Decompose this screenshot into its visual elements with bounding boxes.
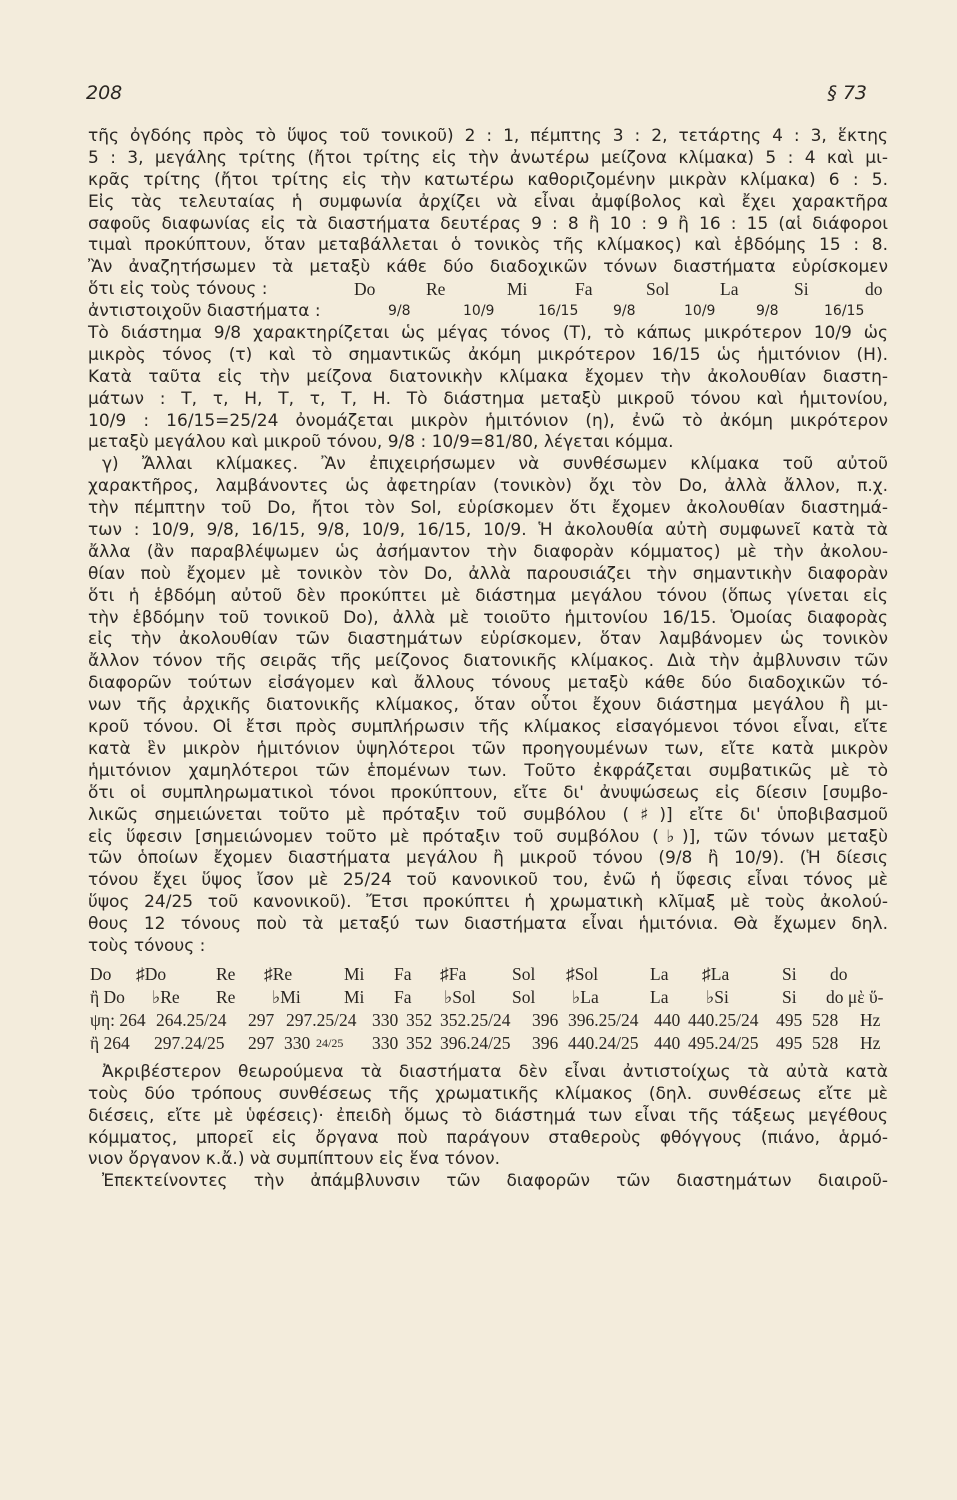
- table-cell: 495: [776, 1009, 803, 1030]
- paragraph-other-scales: [88, 454, 888, 957]
- text-line: ἄλλον τόνον τῆς σειρᾶς τῆς μείζονος διατονικῆς κλίμακος. Διὰ τὴν ἀμβλυνσιν τῶν: [88, 651, 888, 672]
- table-cell: do μὲ ὕ-: [826, 986, 884, 1007]
- table-cell: ἢ Do: [90, 986, 125, 1007]
- notes-intro: ὅτι εἰς τοὺς τόνους :: [88, 279, 268, 300]
- text-line: ἄλλα (ἂν παραβλέψωμεν ὡς ἀσήμαντον τὴν διαφορὰν κόμματος) μὲ τὴν ἀκολου-: [88, 541, 888, 562]
- interval: 9/8: [613, 303, 636, 320]
- table-cell: 440.24/25: [568, 1032, 639, 1053]
- paragraph-precision: [88, 1062, 888, 1193]
- table-cell: 297: [248, 1009, 275, 1030]
- table-row-freq-flats: [88, 1033, 888, 1056]
- table-cell: Fa: [394, 963, 412, 984]
- text-line: 5 : 3, μεγάλης τρίτης (ἤτοι τρίτης εἰς τὴν ἀνωτέρω μείζονα κλίμακα) 5 : 4 καὶ μι-: [88, 147, 888, 168]
- table-cell: Mi: [344, 986, 365, 1007]
- interval: 9/8: [756, 303, 779, 320]
- table-cell: Si: [782, 963, 797, 984]
- text-line: 10/9 : 16/15=25/24 ὀνομάζεται μικρὸν ἡμιτόνιον (η), ἐνῶ τὸ ἀκόμη μικρότερον: [88, 410, 888, 431]
- text-line: Ἂν ἀναζητήσωμεν τὰ μεταξὺ κάθε δύο διαδοχικῶν τόνων διαστήματα εὑρίσκομεν: [88, 257, 888, 278]
- text-line: τοὺς τόνους :: [88, 935, 206, 956]
- table-row-flats: [88, 987, 888, 1010]
- intervals-row: [88, 301, 888, 323]
- table-cell: 264.25/24: [156, 1009, 227, 1030]
- table-cell: 330: [372, 1032, 399, 1053]
- text-line: ἡμιτόνιον χαμηλότεροι τῶν ἑπομένων των. Τοῦτο ἐκφράζεται συμβατικῶς μὲ τὸ: [88, 760, 888, 781]
- table-cell: Mi: [344, 963, 365, 984]
- intervals-intro: ἀντιστοιχοῦν διαστήματα :: [88, 301, 321, 322]
- interval: 9/8: [388, 303, 411, 320]
- table-cell: ♯Re: [264, 963, 293, 984]
- table-cell: Fa: [394, 986, 412, 1007]
- chromatic-scale-table: [88, 964, 888, 1056]
- table-cell: ♯La: [702, 963, 730, 984]
- table-cell: Hz: [860, 1009, 881, 1030]
- text-line: μικρὸς τόνος (τ) καὶ τὸ σημαντικῶς ἀκόμη μικρότερον 16/15 ὡς ἡμιτόνιον (Η).: [88, 344, 888, 365]
- table-cell: 396.24/25: [440, 1032, 511, 1053]
- text-line: Εἰς τὰς τελευταίας ἡ συμφωνία ἀρχίζει νὰ εἶναι ἀμφίβολος καὶ ἔχει χαρακτῆρα: [88, 191, 888, 212]
- table-cell: 440.25/24: [688, 1009, 759, 1030]
- table-cell: La: [650, 986, 669, 1007]
- table-cell: ἢ 264: [90, 1032, 130, 1053]
- table-cell: 352.25/24: [440, 1009, 511, 1030]
- text-line: τοὺς δύο τρόπους συνθέσεως τῆς χρωματικῆς κλίμακος (δηλ. συνθέσεως εἴτε μὲ: [88, 1083, 888, 1104]
- text-line: λικῶς σημειώνεται τοῦτο μὲ πρόταξιν τοῦ συμβόλου (♯)] εἴτε δι' ὑποβιβασμοῦ: [88, 804, 888, 825]
- table-cell: 396: [532, 1009, 559, 1030]
- interval: 16/15: [824, 303, 865, 320]
- notes-row: [88, 279, 888, 301]
- interval: 16/15: [538, 303, 579, 320]
- section-number: § 73: [827, 82, 867, 104]
- text-line: ὕψος 24/25 τοῦ κανονικοῦ). Ἔτσι προκύπτει ἡ χρωματικὴ κλῖμαξ μὲ τοὺς ἀκολού-: [88, 892, 888, 913]
- table-cell: 297.25/24: [286, 1009, 357, 1030]
- text-line: ὅτι ἡ ἑβδόμη αὐτοῦ δὲν προκύπτει μὲ διάστημα μεγάλου τόνου (ὅπως γίνεται εἰς: [88, 585, 888, 606]
- text-line: τόνου ἔχει ὕψος ἴσον μὲ 25/24 τοῦ κανονικοῦ του, ἐνῶ ἡ ὕφεσις εἶναι τόνος μὲ: [88, 870, 888, 891]
- table-cell: ♭Mi: [272, 986, 301, 1007]
- table-cell: Do: [90, 963, 112, 984]
- note: Sol: [646, 279, 670, 300]
- text-line: κροῦ τόνου. Οἱ ἔτσι πρὸς συμπλήρωσιν τῆς κλίμακος εἰσαγόμενοι τόνοι εἶναι, εἴτε: [88, 717, 888, 738]
- table-cell: ♭Sol: [444, 986, 476, 1007]
- text-line: Ἀκριβέστερον θεωρούμενα τὰ διαστήματα δὲν εἶναι ἀντιστοίχως τὰ αὐτὰ κατὰ: [102, 1061, 888, 1082]
- table-cell: 495: [776, 1032, 803, 1053]
- table-row-sharps: [88, 964, 888, 987]
- table-cell: 440: [654, 1032, 681, 1053]
- table-cell: 440: [654, 1009, 681, 1030]
- note: Mi: [507, 279, 528, 300]
- text-line: τιμαὶ προκύπτουν, ὅταν μεταβάλλεται ὁ τονικὸς τῆς κλίμακος) καὶ ἑβδόμης 15 : 8.: [88, 235, 888, 256]
- table-cell: ♭La: [572, 986, 599, 1007]
- table-cell: do: [830, 963, 848, 984]
- table-row-freq-sharps: [88, 1010, 888, 1033]
- text-line: κρᾶς τρίτης (ἤτοι τρίτης εἰς τὴν κατωτέρω καθοριζομένην μικρὰν κλίμακα) 6 : 5.: [88, 169, 888, 190]
- page-body: [88, 126, 888, 1193]
- text-line: τὴν ἑβδόμην τοῦ τονικοῦ Do), ἀλλὰ μὲ τοιοῦτο ἡμιτονίου 16/15. Ὁμοίας διαφορὰς: [88, 607, 888, 628]
- text-line: τῆς ὀγδόης πρὸς τὸ ὕψος τοῦ τονικοῦ) 2 : 1, πέμπτης 3 : 2, τετάρτης 4 : 3, ἕκτης: [88, 126, 888, 146]
- table-cell: Re: [216, 963, 236, 984]
- table-cell: 297.24/25: [154, 1032, 225, 1053]
- table-cell: ♭Re: [152, 986, 180, 1007]
- text-line: διαφορῶν τούτων εἰσάγομεν καὶ ἄλλους τόνους μεταξὺ κάθε δύο διαδοχικῶν τό-: [88, 673, 888, 694]
- table-cell: 396.25/24: [568, 1009, 639, 1030]
- text-line: τὴν πέμπτην τοῦ Do, ἤτοι τὸν Sol, εὑρίσκομεν ὅτι ἔχομεν ἀκολουθίαν διαστημά-: [88, 498, 888, 519]
- table-cell: Sol: [512, 963, 536, 984]
- text-line: Τὸ διάστημα 9/8 χαρακτηρίζεται ὡς μέγας τόνος (Τ), τὸ κάπως μικρότερον 10/9 ὡς: [88, 323, 888, 344]
- note: Re: [426, 279, 446, 300]
- table-cell: 396: [532, 1032, 559, 1053]
- paragraph-tones: [88, 323, 888, 454]
- interval: 10/9: [463, 303, 495, 320]
- table-cell: 528: [812, 1009, 839, 1030]
- table-cell: 330: [284, 1032, 311, 1053]
- table-cell: ψη: 264: [90, 1009, 146, 1030]
- table-cell: Sol: [512, 986, 536, 1007]
- table-cell: 297: [248, 1032, 275, 1053]
- text-line: σαφοῦς διαφωνίας εἰς τὰ διαστήματα δευτέρας 9 : 8 ἢ 10 : 9 ἢ 16 : 15 (αἱ διάφοροι: [88, 213, 888, 234]
- table-cell: ♯Sol: [566, 963, 599, 984]
- table-cell: 495.24/25: [688, 1032, 759, 1053]
- table-cell: ♯Fa: [440, 963, 467, 984]
- text-line: εἰς τὴν ἀκολουθίαν τῶν διαστημάτων εὑρίσκομεν, ὅταν λαμβάνομεν ὡς τονικὸν: [88, 629, 888, 650]
- text-line: κατὰ ἓν μικρὸν ἡμιτόνιον ὑψηλότεροι τῶν προηγουμένων των, εἴτε κατὰ μικρὸν: [88, 738, 888, 759]
- text-line: τῶν ὁποίων ἔχομεν διαστήματα μεγάλου ἢ μικροῦ τόνου (9/8 ἢ 10/9). (Ἡ δίεσις: [88, 848, 888, 869]
- table-cell: La: [650, 963, 669, 984]
- text-line: νων τῆς ἀρχικῆς διατονικῆς κλίμακος, ὅταν οὗτοι ἔχουν διάστημα μεγάλου ἢ μι-: [88, 695, 888, 716]
- table-cell: 352: [406, 1032, 433, 1053]
- page-number: 208: [86, 82, 123, 104]
- text-line: θους 12 τόνους ποὺ τὰ μεταξύ των διαστήματα εἶναι ἡμιτόνια. Θὰ ἔχωμεν δηλ.: [88, 914, 888, 935]
- text-line: Ἐπεκτείνοντες τὴν ἀπάμβλυνσιν τῶν διαφορῶν τῶν διαστημάτων διαιροῦ-: [102, 1171, 888, 1192]
- note: Si: [794, 279, 809, 300]
- page-header: [86, 82, 867, 112]
- table-cell: 352: [406, 1009, 433, 1030]
- text-line: χαρακτῆρος, λαμβάνοντες ὡς ἀφετηρίαν (τονικὸν) ὄχι τὸν Do, ἀλλὰ ἄλλον, π.χ.: [88, 476, 888, 497]
- note: do: [865, 279, 883, 300]
- text-line: των : 10/9, 9/8, 16/15, 9/8, 10/9, 16/15, 10/9. Ἡ ἀκολουθία αὐτὴ συμφωνεῖ κατὰ τὰ: [88, 520, 888, 541]
- paragraph-consonances: [88, 126, 888, 279]
- text-line: Κατὰ ταῦτα εἰς τὴν μείζονα διατονικὴν κλίμακα ἔχομεν τὴν ἀκολουθίαν διαστη-: [88, 366, 888, 387]
- table-cell: Si: [782, 986, 797, 1007]
- note: Do: [354, 279, 376, 300]
- interval: 10/9: [684, 303, 716, 320]
- text-line: κόμματος, μπορεῖ εἰς ὄργανα ποὺ παράγουν σταθεροὺς φθόγγους (πιάνο, ἁρμό-: [88, 1127, 888, 1148]
- table-cell: 528: [812, 1032, 839, 1053]
- text-line: διέσεις, εἴτε μὲ ὑφέσεις)· ἐπειδὴ ὅμως τὸ διάστημά των εἶναι τῆς τάξεως μεγέθους: [88, 1105, 888, 1126]
- table-cell: 24/25: [316, 1035, 344, 1050]
- table-cell: 330: [372, 1009, 399, 1030]
- text-line: ὅτι οἱ συμπληρωματικοὶ τόνοι προκύπτουν, εἴτε δι' ἀνυψώσεως εἰς δίεσιν [συμβο-: [88, 782, 888, 803]
- note: Fa: [575, 279, 593, 300]
- text-line: μάτων : Τ, τ, Η, Τ, τ, Τ, Η. Τὸ διάστημα μεταξὺ μικροῦ τόνου καὶ ἡμιτονίου,: [88, 388, 888, 409]
- text-line: μεταξὺ μεγάλου καὶ μικροῦ τόνου, 9/8 : 10/9=81/80, λέγεται κόμμα.: [88, 432, 674, 453]
- text-line: εἰς ὕφεσιν [σημειώνομεν τοῦτο μὲ πρόταξιν τοῦ συμβόλου (♭)], τῶν τόνων μεταξὺ: [88, 826, 888, 847]
- note: La: [720, 279, 739, 300]
- table-cell: Hz: [860, 1032, 881, 1053]
- text-line: γ) Ἄλλαι κλίμακες. Ἂν ἐπιχειρήσωμεν νὰ συνθέσωμεν κλίμακα τοῦ αὐτοῦ: [102, 454, 888, 475]
- table-cell: ♭Si: [706, 986, 729, 1007]
- table-cell: Re: [216, 986, 236, 1007]
- table-cell: ♯Do: [136, 963, 167, 984]
- text-line: θίαν ποὺ ἔχομεν μὲ τονικὸν τὸν Do, ἀλλὰ παρουσιάζει τὴν σημαντικὴν διαφορὰν: [88, 563, 888, 584]
- text-line: νιον ὄργανον κ.ἄ.) νὰ συμπίπτουν εἰς ἕνα τόνον.: [88, 1149, 501, 1170]
